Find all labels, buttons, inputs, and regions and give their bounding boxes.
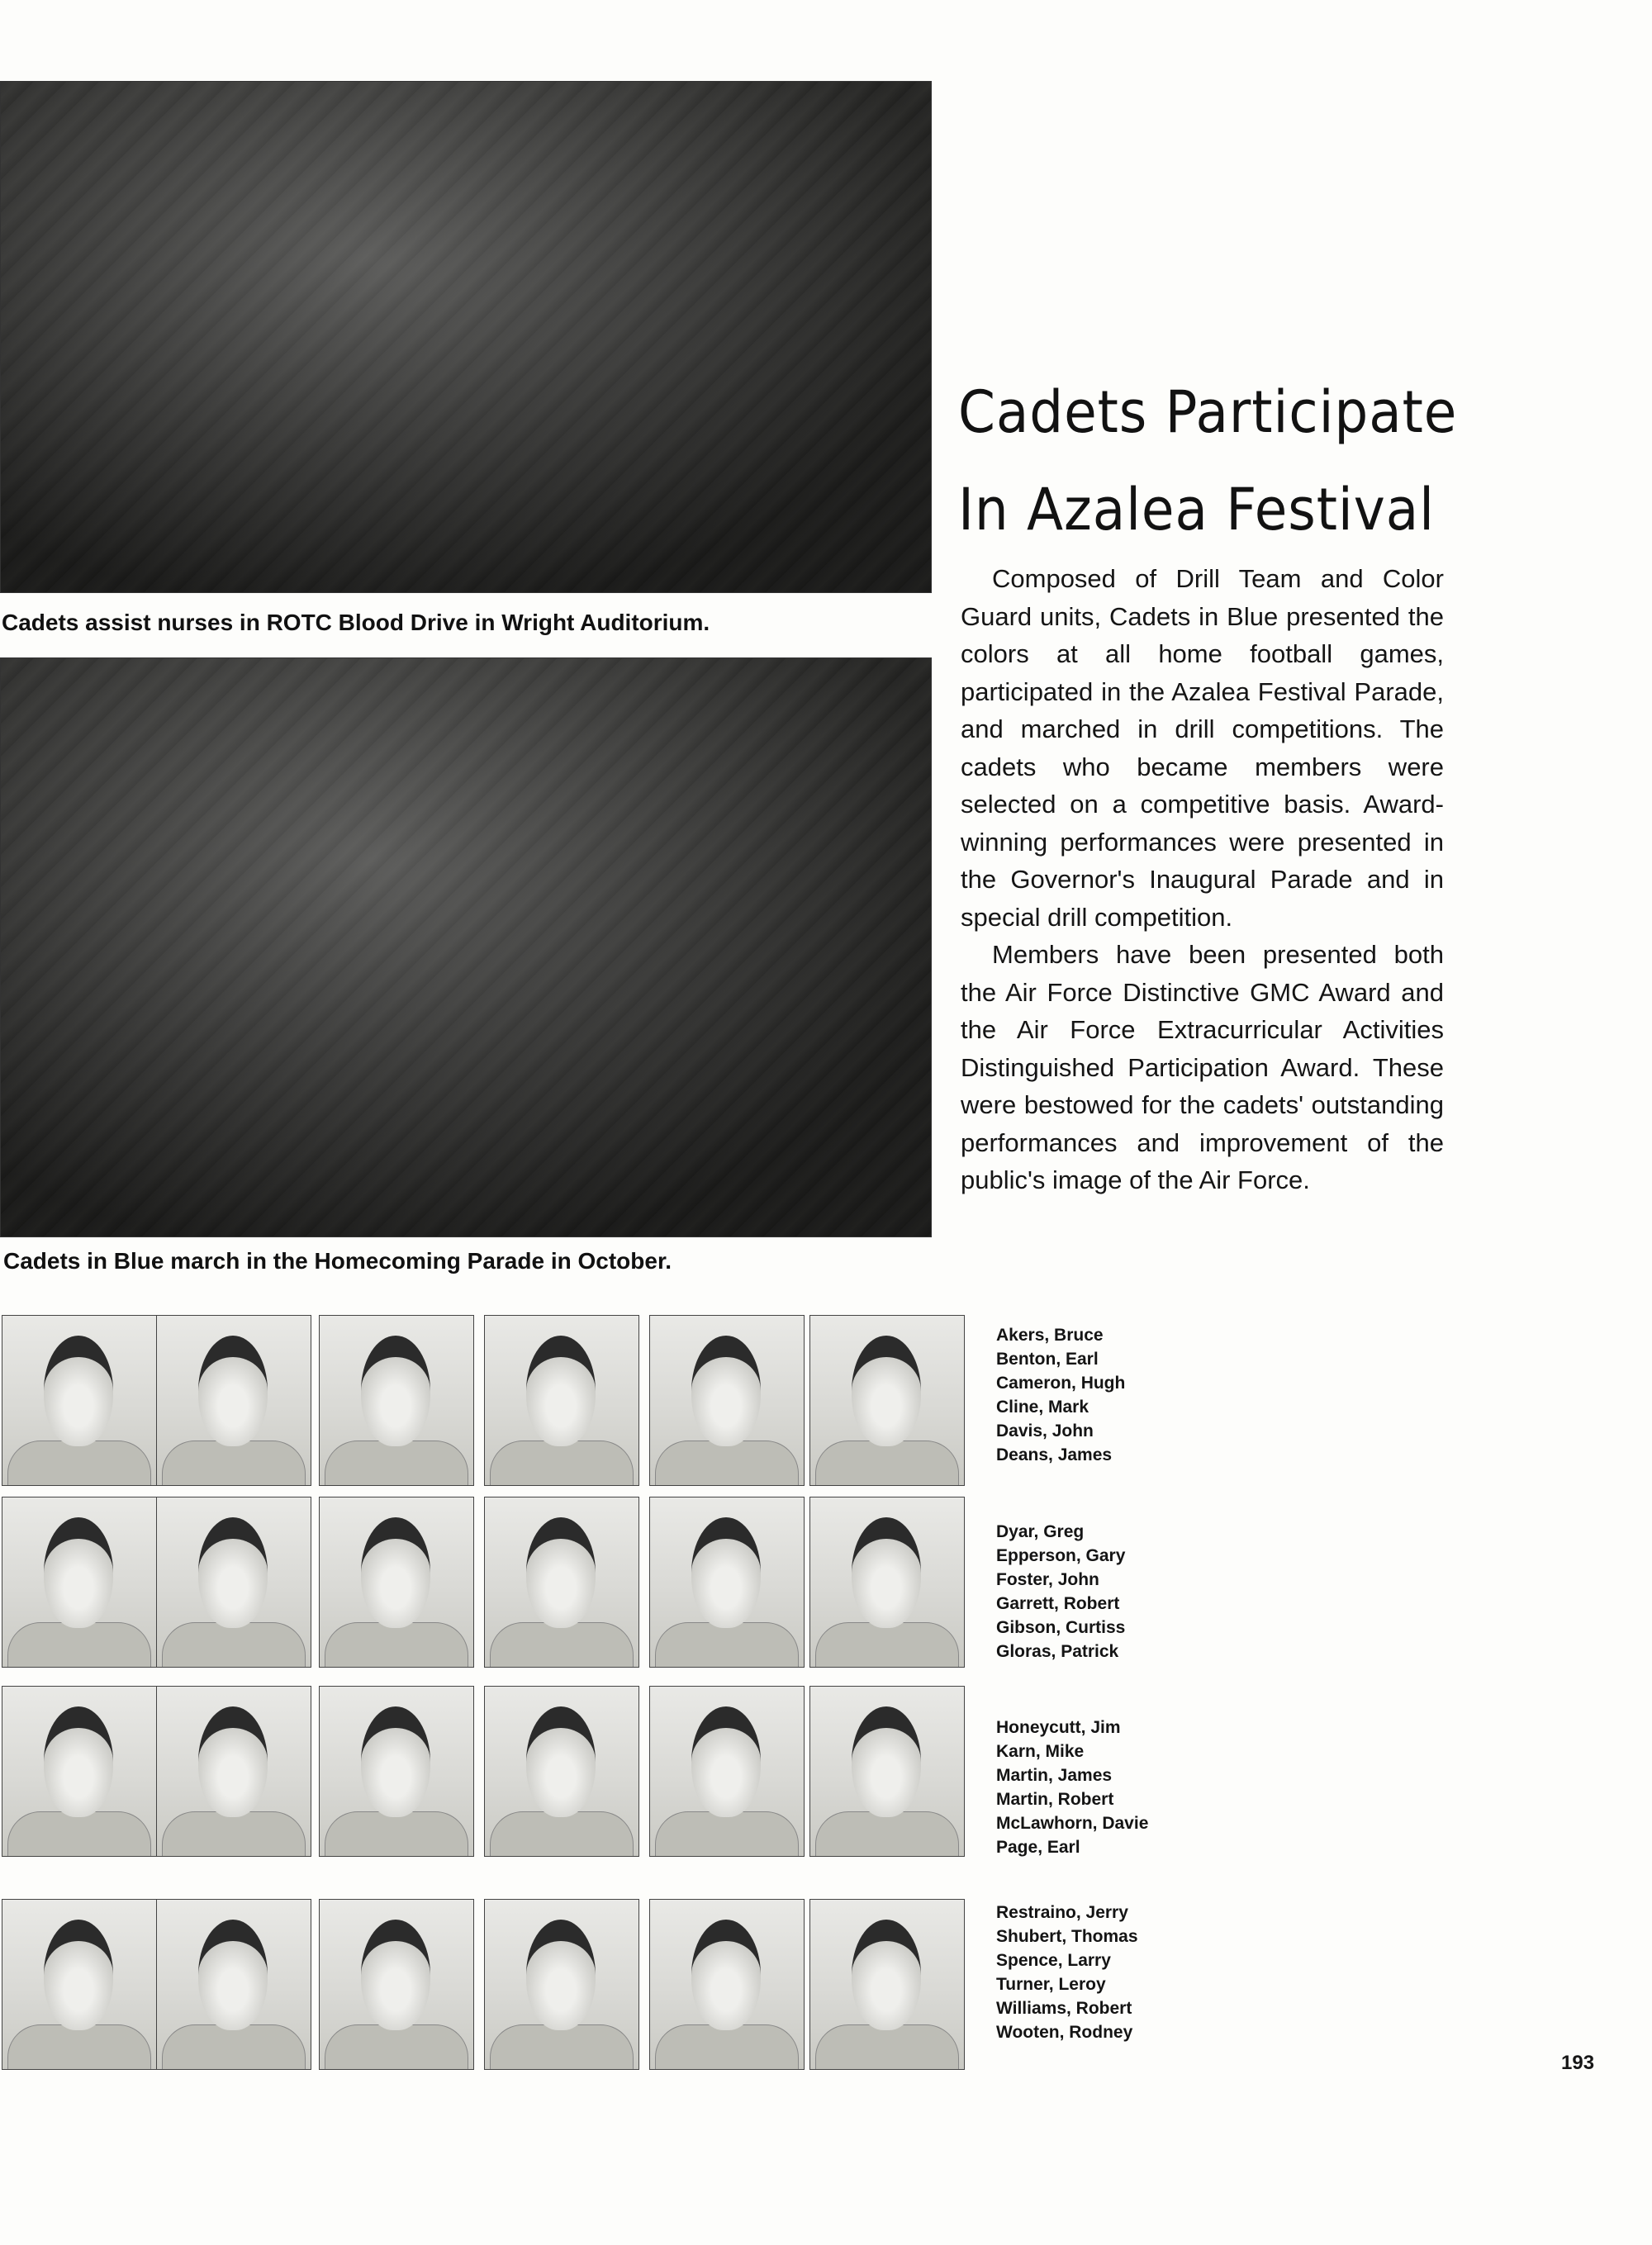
cadet-portrait bbox=[649, 1686, 805, 1857]
portrait-head bbox=[691, 1336, 761, 1446]
blood-drive-caption: Cadets assist nurses in ROTC Blood Drive in Wright Auditorium. bbox=[2, 610, 710, 635]
roster-name: Cameron, Hugh bbox=[996, 1374, 1126, 1393]
cadet-portrait bbox=[484, 1497, 639, 1668]
portrait-uniform bbox=[325, 1811, 468, 1857]
portrait-head bbox=[852, 1920, 921, 2030]
cadet-portrait bbox=[484, 1315, 639, 1486]
portrait-uniform bbox=[490, 1622, 634, 1668]
article-body bbox=[961, 560, 1444, 1199]
cadet-portrait bbox=[156, 1497, 311, 1668]
roster-name: Dyar, Greg bbox=[996, 1522, 1085, 1541]
portrait-head bbox=[361, 1517, 430, 1628]
cadet-portrait bbox=[319, 1315, 474, 1486]
cadet-portrait bbox=[809, 1315, 965, 1486]
portrait-uniform bbox=[162, 1441, 306, 1486]
portrait-head bbox=[852, 1706, 921, 1817]
roster-name: Deans, James bbox=[996, 1445, 1113, 1464]
portrait-uniform bbox=[7, 1622, 151, 1668]
portrait-uniform bbox=[815, 2024, 959, 2070]
roster-name: Davis, John bbox=[996, 1422, 1094, 1441]
cadet-portrait bbox=[156, 1899, 311, 2070]
portrait-head bbox=[198, 1517, 268, 1628]
portrait-head bbox=[44, 1336, 113, 1446]
portrait-head bbox=[44, 1517, 113, 1628]
portrait-uniform bbox=[815, 1441, 959, 1486]
cadet-portrait bbox=[484, 1899, 639, 2070]
parade-caption: Cadets in Blue march in the Homecoming Parade in October. bbox=[3, 1248, 672, 1274]
roster-name: Karn, Mike bbox=[996, 1742, 1085, 1761]
portrait-uniform bbox=[7, 1441, 151, 1486]
roster-name: Gloras, Patrick bbox=[996, 1642, 1119, 1661]
portrait-head bbox=[691, 1706, 761, 1817]
portrait-head bbox=[691, 1517, 761, 1628]
portrait-head bbox=[852, 1336, 921, 1446]
portrait-uniform bbox=[325, 1622, 468, 1668]
parade-photo bbox=[0, 657, 932, 1237]
roster-name: Martin, Robert bbox=[996, 1790, 1114, 1809]
portrait-uniform bbox=[655, 1441, 799, 1486]
portrait-uniform bbox=[162, 1622, 306, 1668]
cadet-portrait bbox=[484, 1686, 639, 1857]
cadet-portrait bbox=[319, 1497, 474, 1668]
roster-name: Shubert, Thomas bbox=[996, 1927, 1138, 1946]
portrait-head bbox=[852, 1517, 921, 1628]
roster-name: Restraino, Jerry bbox=[996, 1903, 1128, 1922]
roster-name: Akers, Bruce bbox=[996, 1326, 1104, 1345]
cadet-portrait bbox=[156, 1315, 311, 1486]
portrait-head bbox=[198, 1336, 268, 1446]
portrait-head bbox=[361, 1336, 430, 1446]
roster-name: McLawhorn, Davie bbox=[996, 1814, 1149, 1833]
roster-name: Spence, Larry bbox=[996, 1951, 1111, 1970]
portrait-uniform bbox=[7, 2024, 151, 2070]
cadet-portrait bbox=[809, 1899, 965, 2070]
cadet-portrait bbox=[649, 1899, 805, 2070]
portrait-head bbox=[198, 1706, 268, 1817]
names-group-2 bbox=[996, 1520, 1125, 1664]
portrait-head bbox=[44, 1920, 113, 2030]
cadet-portrait bbox=[649, 1315, 805, 1486]
roster-name: Turner, Leroy bbox=[996, 1975, 1106, 1994]
portrait-uniform bbox=[815, 1811, 959, 1857]
cadet-portrait bbox=[319, 1899, 474, 2070]
portrait-uniform bbox=[162, 1811, 306, 1857]
roster-name: Williams, Robert bbox=[996, 1999, 1132, 2018]
portrait-uniform bbox=[655, 1622, 799, 1668]
portrait-uniform bbox=[7, 1811, 151, 1857]
roster-name: Benton, Earl bbox=[996, 1350, 1099, 1369]
portrait-head bbox=[526, 1706, 596, 1817]
roster-name: Epperson, Gary bbox=[996, 1546, 1126, 1565]
cadet-portrait bbox=[2, 1686, 157, 1857]
article-paragraph-2: Members have been presented both the Air Force Distinctive GMC Award and the Air Force Extracurricular Activities Distinguished Participation Award. These were bestowed for the cadets' outstanding performances and improvement of the public's image of the Air Force. bbox=[961, 940, 1444, 1194]
roster-name: Page, Earl bbox=[996, 1838, 1080, 1857]
cadet-portrait bbox=[2, 1497, 157, 1668]
portrait-uniform bbox=[655, 2024, 799, 2070]
portrait-uniform bbox=[490, 2024, 634, 2070]
portrait-head bbox=[44, 1706, 113, 1817]
headline-line-2: In Azalea Festival bbox=[958, 476, 1435, 543]
portrait-head bbox=[361, 1920, 430, 2030]
roster-name: Wooten, Rodney bbox=[996, 2023, 1133, 2042]
roster-name: Martin, James bbox=[996, 1766, 1113, 1785]
cadet-portrait bbox=[319, 1686, 474, 1857]
portrait-uniform bbox=[490, 1811, 634, 1857]
names-group-4 bbox=[996, 1901, 1138, 2044]
roster-name: Foster, John bbox=[996, 1570, 1099, 1589]
page-number: 193 bbox=[1561, 2052, 1595, 2074]
headline-line-1: Cadets Participate bbox=[958, 378, 1458, 446]
roster-name: Garrett, Robert bbox=[996, 1594, 1120, 1613]
portrait-uniform bbox=[325, 1441, 468, 1486]
cadet-portrait bbox=[156, 1686, 311, 1857]
portrait-uniform bbox=[325, 2024, 468, 2070]
names-group-1 bbox=[996, 1323, 1125, 1467]
portrait-head bbox=[691, 1920, 761, 2030]
portrait-head bbox=[198, 1920, 268, 2030]
portrait-head bbox=[526, 1336, 596, 1446]
names-group-3 bbox=[996, 1716, 1148, 1859]
article-paragraph-1: Composed of Drill Team and Color Guard units, Cadets in Blue presented the colors at all home football games, participated in the Azalea Festival Parade, and marched in drill competitions. The cadets who became members were selected on a competitive basis. Award-winning performances were presented in the Governor's Inaugural Parade and in special drill competition. bbox=[961, 564, 1444, 932]
roster-name: Gibson, Curtiss bbox=[996, 1618, 1126, 1637]
roster-name: Honeycutt, Jim bbox=[996, 1718, 1121, 1737]
cadet-portrait bbox=[809, 1497, 965, 1668]
blood-drive-photo bbox=[0, 81, 932, 593]
cadet-portrait bbox=[649, 1497, 805, 1668]
article-headline bbox=[958, 363, 1581, 558]
portrait-uniform bbox=[162, 2024, 306, 2070]
portrait-uniform bbox=[655, 1811, 799, 1857]
cadet-portrait bbox=[2, 1899, 157, 2070]
portrait-uniform bbox=[815, 1622, 959, 1668]
portrait-head bbox=[526, 1920, 596, 2030]
portrait-uniform bbox=[490, 1441, 634, 1486]
cadet-portrait bbox=[2, 1315, 157, 1486]
roster-name: Cline, Mark bbox=[996, 1398, 1089, 1417]
portrait-head bbox=[361, 1706, 430, 1817]
cadet-portrait bbox=[809, 1686, 965, 1857]
portrait-head bbox=[526, 1517, 596, 1628]
